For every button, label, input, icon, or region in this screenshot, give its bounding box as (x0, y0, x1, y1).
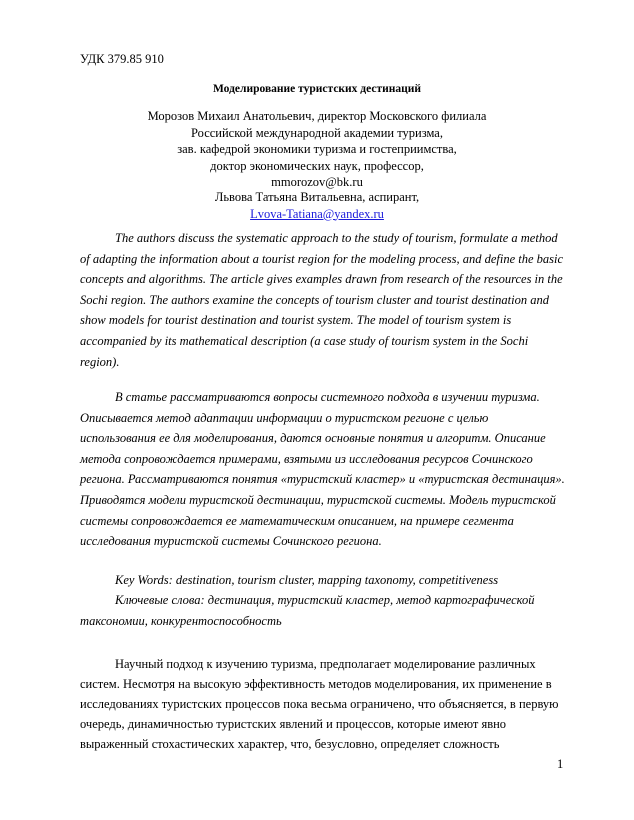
body-line: исследованиях туристских процессов пока весьма ограничено, что объясняется, в первую (80, 697, 559, 711)
body-paragraph (80, 654, 566, 754)
abstract-ru-line: Описывается метод адаптации информации о туристском регионе с целью (80, 410, 489, 425)
abstract-ru-line: В статье рассматриваются вопросы системного подхода в изучении туризма. (115, 390, 540, 404)
abstract-ru-line: использования ее для моделирования, даются основные понятия и алгоритм. Описание (80, 431, 546, 446)
author1-line: доктор экономических наук, профессор, (210, 158, 424, 173)
abstract-ru-line: метода сопровождается примерами, взятыми из исследования ресурсов Сочинского (80, 451, 533, 466)
abstract-en-line: The authors discuss the systematic approach to the study of tourism, formulate a method (115, 231, 558, 245)
body-line: систем. Несмотря на высокую эффективность методов моделирования, их применение в (80, 677, 552, 691)
paper-title: Моделирование туристских дестинаций (212, 83, 421, 95)
keywords-russian (80, 590, 566, 631)
abstract-en-line: concepts and algorithms. The article gives examples drawn from research of the resources in the (80, 272, 563, 287)
abstract-en-line: region). (80, 354, 120, 369)
author2-affiliation (0, 189, 634, 222)
abstract-en-line: Sochi region. The authors examine the concepts of tourism cluster and tourist destination and (80, 292, 549, 307)
author1-line: зав. кафедрой экономики туризма и гостеприимства, (177, 142, 457, 156)
abstract-en-line: of adapting the information about a tourist region for the modeling process, and define the basic (80, 251, 564, 266)
author1-affiliation (0, 108, 634, 191)
abstract-ru-line: региона. Рассматриваются понятия «туристский кластер» и «туристская дестинация». (80, 472, 565, 487)
author1-line: Российской международной академии туризма, (191, 125, 443, 140)
abstract-en-line: accompanied by its mathematical description (a case study of tourism system in the Sochi (80, 333, 529, 348)
keywords-ru-line: Ключевые слова: дестинация, туристский кластер, метод картографической (115, 593, 535, 607)
body-line: очередь, динамичностью туристских явлений и процессов, которые имеют явно (80, 717, 507, 731)
keywords-english (80, 570, 566, 591)
abstract-ru-line: системы сопровождается ее математическим описанием, на примере сегмента (80, 513, 514, 528)
udk-code: УДК 379.85 910 (80, 52, 164, 66)
author1-line: Морозов Михаил Анатольевич, директор Московского филиала (147, 109, 487, 123)
author2-email-link[interactable]: Lvova-Tatiana@yandex.ru (250, 206, 384, 221)
page-number: 1 (557, 757, 564, 771)
keywords-ru-line: таксономии, конкурентоспособность (80, 613, 282, 628)
abstract-en-line: show models for tourist destination and tourist system. The model of tourism system is (80, 313, 512, 328)
abstract-ru-line: исследования туристской системы Сочинского региона. (80, 534, 382, 549)
author1-email: mmorozov@bk.ru (271, 175, 363, 189)
author2-name: Львова Татьяна Витальевна, аспирант, (214, 190, 420, 204)
body-line: выраженный стохастических характер, что, безусловно, определяет сложность (80, 737, 500, 751)
abstract-russian (80, 387, 566, 552)
keywords-en-line: Key Words: destination, tourism cluster, mapping taxonomy, competitiveness (115, 573, 499, 587)
abstract-ru-line: Приводятся модели туристской дестинации, туристской системы. Модель туристской (80, 492, 556, 507)
body-line: Научный подход к изучению туризма, предполагает моделирование различных (115, 657, 536, 671)
abstract-english (80, 228, 566, 372)
